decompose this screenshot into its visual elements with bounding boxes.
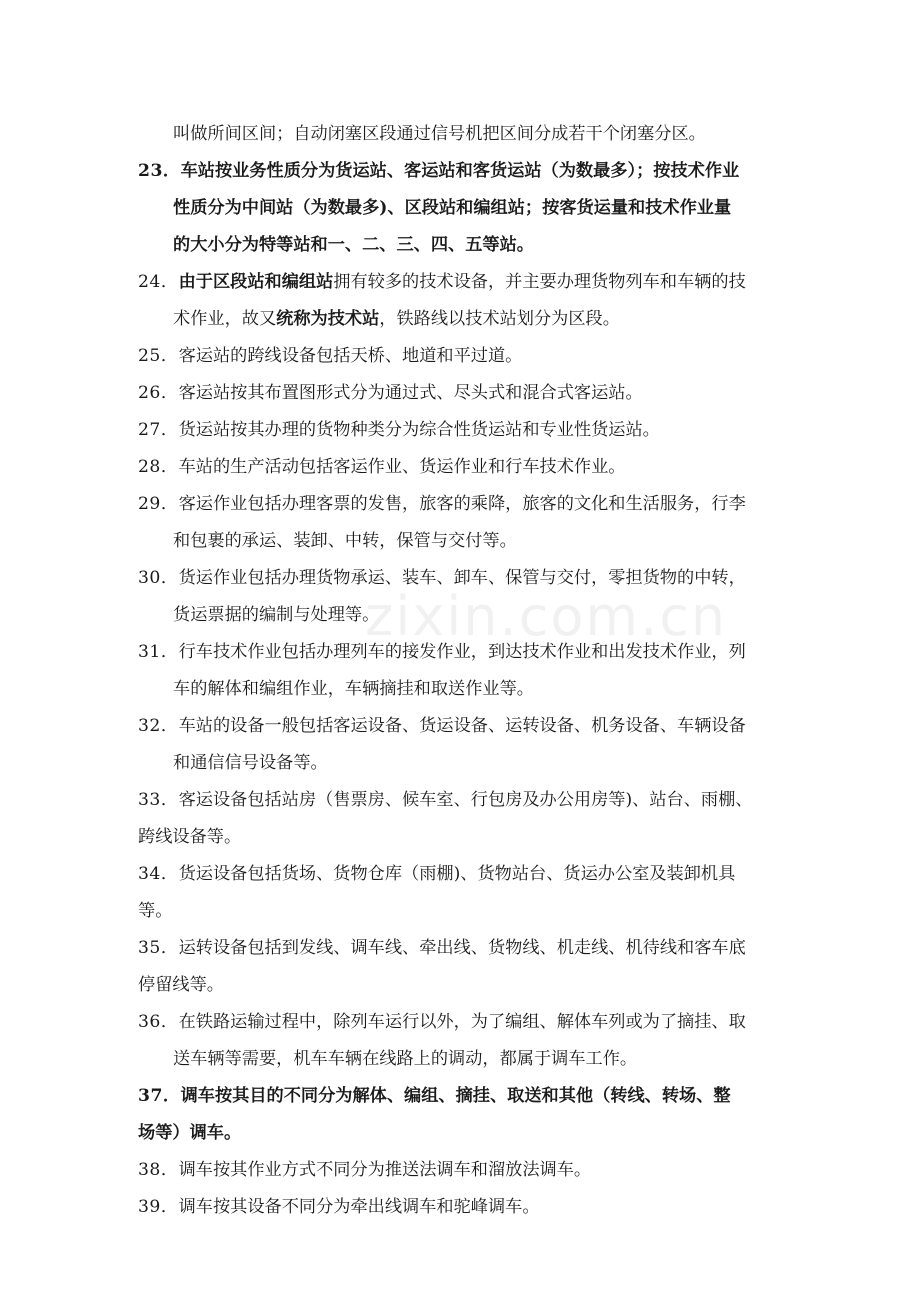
item-number: 33． xyxy=(138,790,179,810)
item-number: 26． xyxy=(138,383,179,403)
item-number: 39． xyxy=(138,1197,179,1217)
text-line xyxy=(138,116,784,153)
line-text: 跨线设备等。 xyxy=(138,827,242,847)
line-text: 和包裹的承运、装卸、中转，保管与交付等。 xyxy=(173,531,517,551)
line-text: 车的解体和编组作业，车辆摘挂和取送作业等。 xyxy=(173,679,534,699)
line-text: 客运站的跨线设备包括天桥、地道和平过道。 xyxy=(178,346,523,366)
text-line xyxy=(138,819,784,856)
text-line xyxy=(138,893,784,930)
document-body xyxy=(138,116,784,1226)
text-line xyxy=(138,634,784,671)
line-text: 车站的生产活动包括客运作业、货运作业和行车技术作业。 xyxy=(178,457,626,477)
line-text: 货运设备包括货场、货物仓库（雨棚)、货物站台、货运办公室及装卸机具 xyxy=(178,864,736,884)
item-number: 38． xyxy=(138,1160,179,1180)
line-text: 场等）调车。 xyxy=(138,1123,242,1143)
line-text: 调车按其目的不同分为解体、编组、摘挂、取送和其他（转线、转场、整 xyxy=(180,1086,731,1106)
text-line xyxy=(138,671,784,708)
line-text: 客运作业包括办理客票的发售，旅客的乘降，旅客的文化和生活服务，行李 xyxy=(178,494,746,514)
item-number: 35． xyxy=(138,938,179,958)
item-number: 24． xyxy=(138,272,179,292)
text-line xyxy=(138,560,784,597)
item-number: 29． xyxy=(138,494,179,514)
text-line xyxy=(138,264,784,301)
item-number: 34． xyxy=(138,864,179,884)
line-text: 送车辆等需要，机车车辆在线路上的调动，都属于调车工作。 xyxy=(173,1049,638,1069)
line-text: 术作业，故又 xyxy=(173,309,277,329)
text-line xyxy=(138,412,784,449)
text-line xyxy=(138,1189,784,1226)
text-line xyxy=(138,597,784,634)
text-line xyxy=(138,708,784,745)
line-text: 行车技术作业包括办理列车的接发作业，到达技术作业和出发技术作业，列 xyxy=(178,642,746,662)
line-text: 客运设备包括站房（售票房、候车室、行包房及办公用房等)、站台、雨棚、 xyxy=(178,790,753,810)
emphasis-text: 由于区段站和编组站 xyxy=(178,272,334,292)
line-text: 在铁路运输过程中，除列车运行以外，为了编组、解体车列或为了摘挂、取 xyxy=(178,1012,746,1032)
item-number: 36． xyxy=(138,1012,179,1032)
line-text: 和通信信号设备等。 xyxy=(173,753,328,773)
text-line xyxy=(138,967,784,1004)
text-line xyxy=(138,856,784,893)
item-number: 37． xyxy=(138,1086,181,1106)
item-number: 27． xyxy=(138,420,179,440)
line-text: 货运票据的编制与处理等。 xyxy=(173,605,380,625)
item-number: 25． xyxy=(138,346,179,366)
item-number: 31． xyxy=(138,642,179,662)
item-number: 32． xyxy=(138,716,179,736)
line-text: 等。 xyxy=(138,901,173,921)
line-text: 客运站按其布置图形式分为通过式、尽头式和混合式客运站。 xyxy=(178,383,643,403)
text-line xyxy=(138,486,784,523)
text-line xyxy=(138,782,784,819)
line-text: 车站按业务性质分为货运站、客运站和客货运站（为数最多）；按技术作业 xyxy=(180,161,740,181)
text-line xyxy=(138,745,784,782)
text-line xyxy=(138,1041,784,1078)
line-text: 调车按其设备不同分为牵出线调车和驼峰调车。 xyxy=(178,1197,540,1217)
text-line xyxy=(138,1004,784,1041)
text-line xyxy=(138,338,784,375)
line-text: 货运站按其办理的货物种类分为综合性货运站和专业性货运站。 xyxy=(178,420,660,440)
line-text: 停留线等。 xyxy=(138,975,224,995)
text-line xyxy=(138,1152,784,1189)
line-text: 叫做所间区间；自动闭塞区段通过信号机把区间分成若干个闭塞分区。 xyxy=(173,124,706,144)
text-line xyxy=(138,301,784,338)
text-line xyxy=(138,930,784,967)
line-text: 调车按其作业方式不同分为推送法调车和溜放法调车。 xyxy=(178,1160,592,1180)
text-line xyxy=(138,1078,784,1115)
text-line xyxy=(138,190,784,227)
item-number: 30． xyxy=(138,568,179,588)
emphasis-text: 统称为技术站 xyxy=(276,309,380,329)
line-text: ，铁路线以技术站划分为区段。 xyxy=(379,309,620,329)
text-line xyxy=(138,523,784,560)
line-text: 性质分为中间站（为数最多)、区段站和编组站；按客货运量和技术作业量 xyxy=(173,198,732,218)
text-line xyxy=(138,1115,784,1152)
line-text: 车站的设备一般包括客运设备、货运设备、运转设备、机务设备、车辆设备 xyxy=(178,716,746,736)
text-line xyxy=(138,375,784,412)
watermark: zixin.com.cn xyxy=(365,585,728,648)
text-line xyxy=(138,449,784,486)
text-line xyxy=(138,227,784,264)
line-text: 拥有较多的技术设备，并主要办理货物列车和车辆的技 xyxy=(333,272,746,292)
line-text: 货运作业包括办理货物承运、装车、卸车、保管与交付，零担货物的中转， xyxy=(178,568,746,588)
item-number: 23． xyxy=(138,161,181,181)
item-number: 28． xyxy=(138,457,179,477)
line-text: 运转设备包括到发线、调车线、牵出线、货物线、机走线、机待线和客车底 xyxy=(178,938,746,958)
text-line xyxy=(138,153,784,190)
line-text: 的大小分为特等站和一、二、三、四、五等站。 xyxy=(173,235,534,255)
